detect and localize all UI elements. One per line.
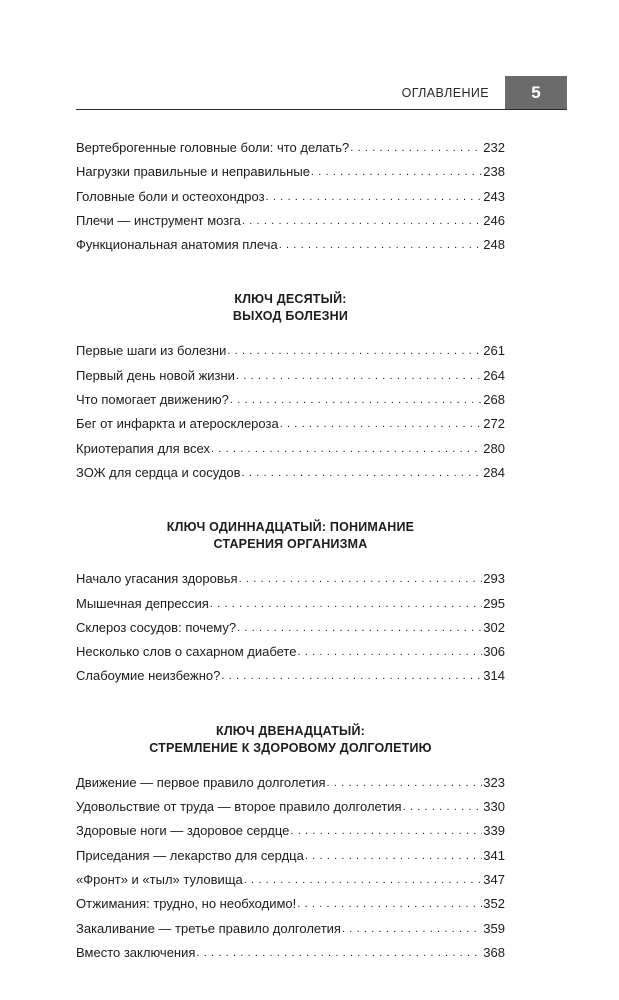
toc-section	[76, 140, 505, 261]
toc-entry-title: Здоровые ноги — здоровое сердце	[76, 823, 290, 839]
toc-entry-page: 246	[483, 212, 505, 228]
toc-entry-title: Начало угасания здоровья	[76, 571, 238, 587]
toc-entry-title: Функциональная анатомия плеча	[76, 237, 278, 253]
toc-entry[interactable]	[76, 596, 505, 620]
section-heading-line: СТАРЕНИЯ ОРГАНИЗМА	[213, 537, 368, 552]
toc-entry[interactable]	[76, 465, 505, 489]
toc-entry-page: 347	[483, 871, 505, 887]
section-heading	[76, 723, 505, 757]
toc-entry-page: 264	[483, 367, 505, 383]
toc-entry[interactable]	[76, 237, 505, 261]
toc-entry-page: 302	[483, 619, 505, 635]
dot-leader	[297, 643, 482, 658]
toc-entry[interactable]	[76, 416, 505, 440]
section-heading-line: КЛЮЧ ДВЕНАДЦАТЫЙ:	[215, 723, 366, 738]
toc-entry-title: Слабоумие неизбежно?	[76, 668, 221, 684]
toc-entry-page: 238	[483, 164, 505, 180]
toc-entry[interactable]	[76, 644, 505, 668]
toc-entry-title: Мышечная депрессия	[76, 595, 209, 611]
dot-leader	[227, 342, 482, 357]
section-heading-line: КЛЮЧ ДЕСЯТЫЙ:	[234, 292, 347, 307]
dot-leader	[327, 774, 483, 789]
dot-leader	[236, 367, 482, 382]
toc-entry-title: Первый день новой жизни	[76, 367, 235, 383]
toc-entry[interactable]	[76, 368, 505, 392]
toc-entry-page: 261	[483, 343, 505, 359]
dot-leader	[244, 871, 483, 886]
toc-entry-title: Отжимания: трудно, но необходимо!	[76, 896, 297, 912]
dot-leader	[239, 570, 483, 585]
toc-entry[interactable]	[76, 213, 505, 237]
section-heading-line: КЛЮЧ ОДИННАДЦАТЫЙ: ПОНИМАНИЕ	[166, 520, 415, 535]
toc-entry-page: 272	[483, 416, 505, 432]
page-number: 5	[531, 83, 541, 102]
dot-leader	[210, 595, 482, 610]
toc-entry-page: 280	[483, 440, 505, 456]
toc-entry-page: 295	[483, 595, 505, 611]
page-number-box	[505, 76, 567, 109]
table-of-contents	[76, 140, 505, 969]
toc-entry-page: 323	[483, 774, 505, 790]
toc-entry-page: 243	[483, 188, 505, 204]
dot-leader	[403, 798, 483, 813]
toc-entry[interactable]	[76, 392, 505, 416]
dot-leader	[280, 415, 483, 430]
toc-entry-title: Нагрузки правильные и неправильные	[76, 164, 310, 180]
dot-leader	[297, 895, 482, 910]
toc-entry[interactable]	[76, 921, 505, 945]
dot-leader	[266, 188, 483, 203]
toc-entry[interactable]	[76, 441, 505, 465]
toc-entry-list	[76, 140, 505, 261]
dot-leader	[242, 212, 482, 227]
dot-leader	[350, 139, 482, 154]
toc-entry-title: «Фронт» и «тыл» туловища	[76, 871, 243, 887]
toc-entry[interactable]	[76, 848, 505, 872]
toc-entry[interactable]	[76, 620, 505, 644]
toc-entry[interactable]	[76, 775, 505, 799]
section-heading-line: СТРЕМЛЕНИЕ К ЗДОРОВОМУ ДОЛГОЛЕТИЮ	[149, 740, 432, 755]
toc-section	[76, 291, 505, 489]
dot-leader	[342, 920, 482, 935]
running-header	[76, 76, 567, 110]
running-header-title: ОГЛАВЛЕНИЕ	[401, 86, 489, 100]
dot-leader	[242, 464, 483, 479]
toc-entry[interactable]	[76, 668, 505, 692]
toc-entry[interactable]	[76, 872, 505, 896]
toc-entry-page: 248	[483, 237, 505, 253]
dot-leader	[211, 440, 482, 455]
toc-entry[interactable]	[76, 799, 505, 823]
toc-entry-title: Удовольствие от труда — второе правило долголетия	[76, 799, 402, 815]
toc-entry-title: Закаливание — третье правило долголетия	[76, 920, 341, 936]
toc-entry-title: Что помогает движению?	[76, 392, 229, 408]
toc-entry[interactable]	[76, 140, 505, 164]
toc-entry-page: 306	[483, 644, 505, 660]
toc-entry-page: 352	[483, 896, 505, 912]
section-heading	[76, 291, 505, 325]
toc-entry-page: 341	[483, 847, 505, 863]
toc-entry-title: Вместо заключения	[76, 944, 196, 960]
toc-entry-title: Приседания — лекарство для сердца	[76, 847, 304, 863]
toc-section	[76, 519, 505, 692]
dot-leader	[305, 847, 482, 862]
toc-entry-title: ЗОЖ для сердца и сосудов	[76, 464, 241, 480]
toc-entry-title: Бег от инфаркта и атеросклероза	[76, 416, 279, 432]
toc-entry-page: 339	[483, 823, 505, 839]
section-heading	[76, 519, 505, 553]
toc-entry-page: 368	[483, 944, 505, 960]
toc-entry-list	[76, 343, 505, 489]
toc-entry[interactable]	[76, 823, 505, 847]
toc-entry[interactable]	[76, 896, 505, 920]
dot-leader	[196, 944, 482, 959]
dot-leader	[237, 619, 482, 634]
toc-section	[76, 723, 505, 969]
dot-leader	[230, 391, 482, 406]
toc-entry[interactable]	[76, 164, 505, 188]
toc-entry[interactable]	[76, 343, 505, 367]
toc-entry-page: 268	[483, 392, 505, 408]
toc-entry-title: Склероз сосудов: почему?	[76, 619, 237, 635]
toc-entry-page: 232	[483, 140, 505, 155]
toc-entry-title: Плечи — инструмент мозга	[76, 212, 241, 228]
dot-leader	[221, 667, 482, 682]
toc-entry-title: Криотерапия для всех	[76, 440, 210, 456]
toc-entry-list	[76, 775, 505, 969]
toc-entry[interactable]	[76, 945, 505, 969]
toc-entry-page: 314	[483, 668, 505, 684]
dot-leader	[311, 163, 482, 178]
dot-leader	[290, 822, 482, 837]
toc-entry[interactable]	[76, 189, 505, 213]
dot-leader	[279, 236, 483, 251]
toc-entry-title: Движение — первое правило долголетия	[76, 774, 326, 790]
toc-entry-title: Вертеброгенные головные боли: что делать?	[76, 140, 350, 155]
toc-entry-page: 359	[483, 920, 505, 936]
toc-entry-list	[76, 571, 505, 692]
toc-entry-page: 293	[483, 571, 505, 587]
section-heading-line: ВЫХОД БОЛЕЗНИ	[232, 309, 349, 324]
toc-entry-title: Головные боли и остеохондроз	[76, 188, 265, 204]
toc-entry[interactable]	[76, 571, 505, 595]
toc-entry-page: 284	[483, 464, 505, 480]
toc-entry-title: Первые шаги из болезни	[76, 343, 227, 359]
toc-entry-title: Несколько слов о сахарном диабете	[76, 644, 297, 660]
toc-entry-page: 330	[483, 799, 505, 815]
